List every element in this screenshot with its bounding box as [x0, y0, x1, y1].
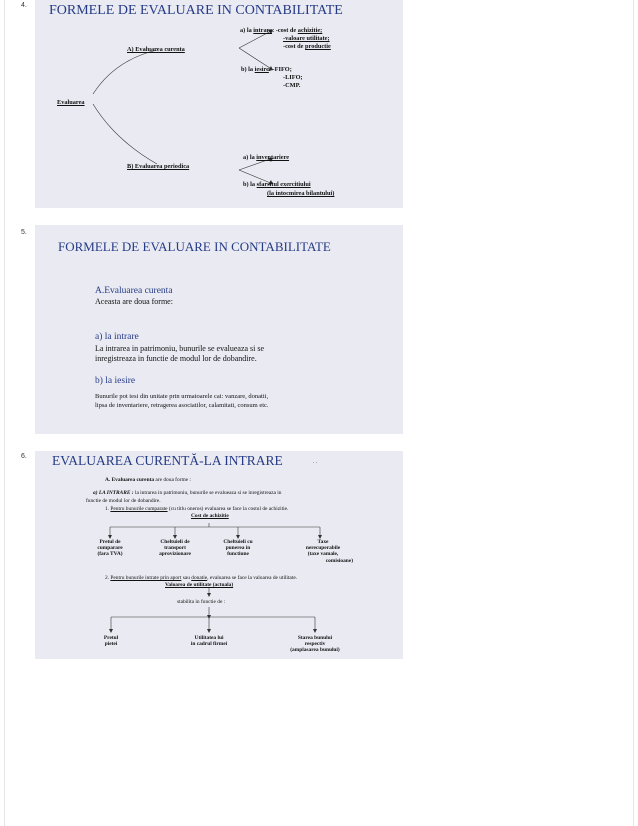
- slide-4: [35, 0, 403, 208]
- intro-line2: functie de modul lor de dobandire.: [86, 498, 161, 504]
- decorative-dots: . .: [313, 459, 318, 465]
- line-root-to-a: [93, 50, 157, 94]
- heading-evaluarea-curenta: A.Evaluarea curenta: [95, 286, 173, 296]
- slide-6: [35, 451, 403, 659]
- component-transport: Cheltuieli de transport aprovizionare: [159, 539, 191, 558]
- slide-number: 5.: [21, 229, 27, 236]
- heading-la-iesire: b) la iesire: [95, 376, 136, 386]
- a-intrare-line2: -valoare utilitate;: [283, 35, 330, 42]
- util-label: Valoarea de utilitate (actuala): [165, 582, 234, 588]
- branch-b-label: B) Evaluarea periodica: [127, 163, 190, 170]
- line-root-to-b: [93, 104, 157, 164]
- point2: 2. Pentru bunurile intrate prin aport sau donatie, evaluarea se face la valoarea de utilitate.: [105, 575, 298, 581]
- heading-la-intrare: a) la intrare: [95, 332, 139, 342]
- a-iesire-line1: b) la iesire: -FIFO;: [241, 66, 292, 73]
- slide-5: [35, 225, 403, 434]
- b-sfarsit-line2: (la intocmirea bilantului): [267, 190, 335, 197]
- intro-text: Aceasta are doua forme:: [95, 297, 173, 306]
- factor-pret-piata: Pretul pietei: [103, 635, 119, 648]
- slide-title: FORMELE DE EVALUARE IN CONTABILITATE: [49, 3, 343, 18]
- component-punere: Cheltuieli cu punerea in functiune: [223, 539, 253, 558]
- b-inventariere: a) la inventariere: [243, 154, 290, 161]
- a-iesire-line3: -CMP.: [283, 82, 301, 89]
- a-iesire-line2: -LIFO;: [283, 74, 303, 81]
- stabilita-text: stabilita in functie de :: [177, 599, 226, 605]
- root-label: Evaluarea: [57, 99, 85, 106]
- factor-utilitate: Utilitatea lui in cadrul firmei: [190, 635, 228, 648]
- cost-label: Cost de achizitie: [191, 513, 229, 519]
- tree-connector-lines: [35, 0, 403, 208]
- component-taxe: Taxe nerecuperabile (taxe vamale, comisioane): [305, 539, 353, 564]
- component-pret: Pretul de cumparare (fara TVA): [97, 539, 123, 558]
- line-a: A. Evaluarea curenta are doua forme :: [105, 477, 191, 483]
- b-sfarsit-line1: b) la sfarsitul exercitiului: [243, 181, 311, 188]
- factor-stare: Starea bunului respectiv (amplasarea bunului): [290, 635, 340, 654]
- point1: 1. Pentru bunurile cumparate (cu titlu oneros) evaluarea se face la costul de achizitie.: [105, 506, 289, 512]
- text-la-intrare: La intrarea in patrimoniu, bunurile se evalueaza si se inregistreaza in functie de modul lor de dobandire.: [95, 344, 265, 364]
- text-la-iesire: Bunurile pot iesi din unitate prin urmatoarele cai: vanzare, donatii, lipsa de inventariere, retragerea asociatilor, calamitati, consum etc.: [95, 393, 269, 409]
- a-intrare-line1: a) la intrare: -cost de achizitie;: [240, 27, 323, 34]
- slide-number: 4.: [21, 2, 27, 9]
- branch-a-label: A) Evaluarea curenta: [127, 46, 185, 53]
- slide-number: 6.: [21, 453, 27, 460]
- intro-line1: a) LA INTRARE : la intrarea in patrimoniu, bunurile se evalueaza si se inregistreaza in: [93, 490, 282, 496]
- a-intrare-line3: -cost de productie: [283, 43, 331, 50]
- slide-title: EVALUAREA CURENTĂ-LA INTRARE: [52, 453, 283, 468]
- slide-title: FORMELE DE EVALUARE IN CONTABILITATE: [58, 239, 331, 254]
